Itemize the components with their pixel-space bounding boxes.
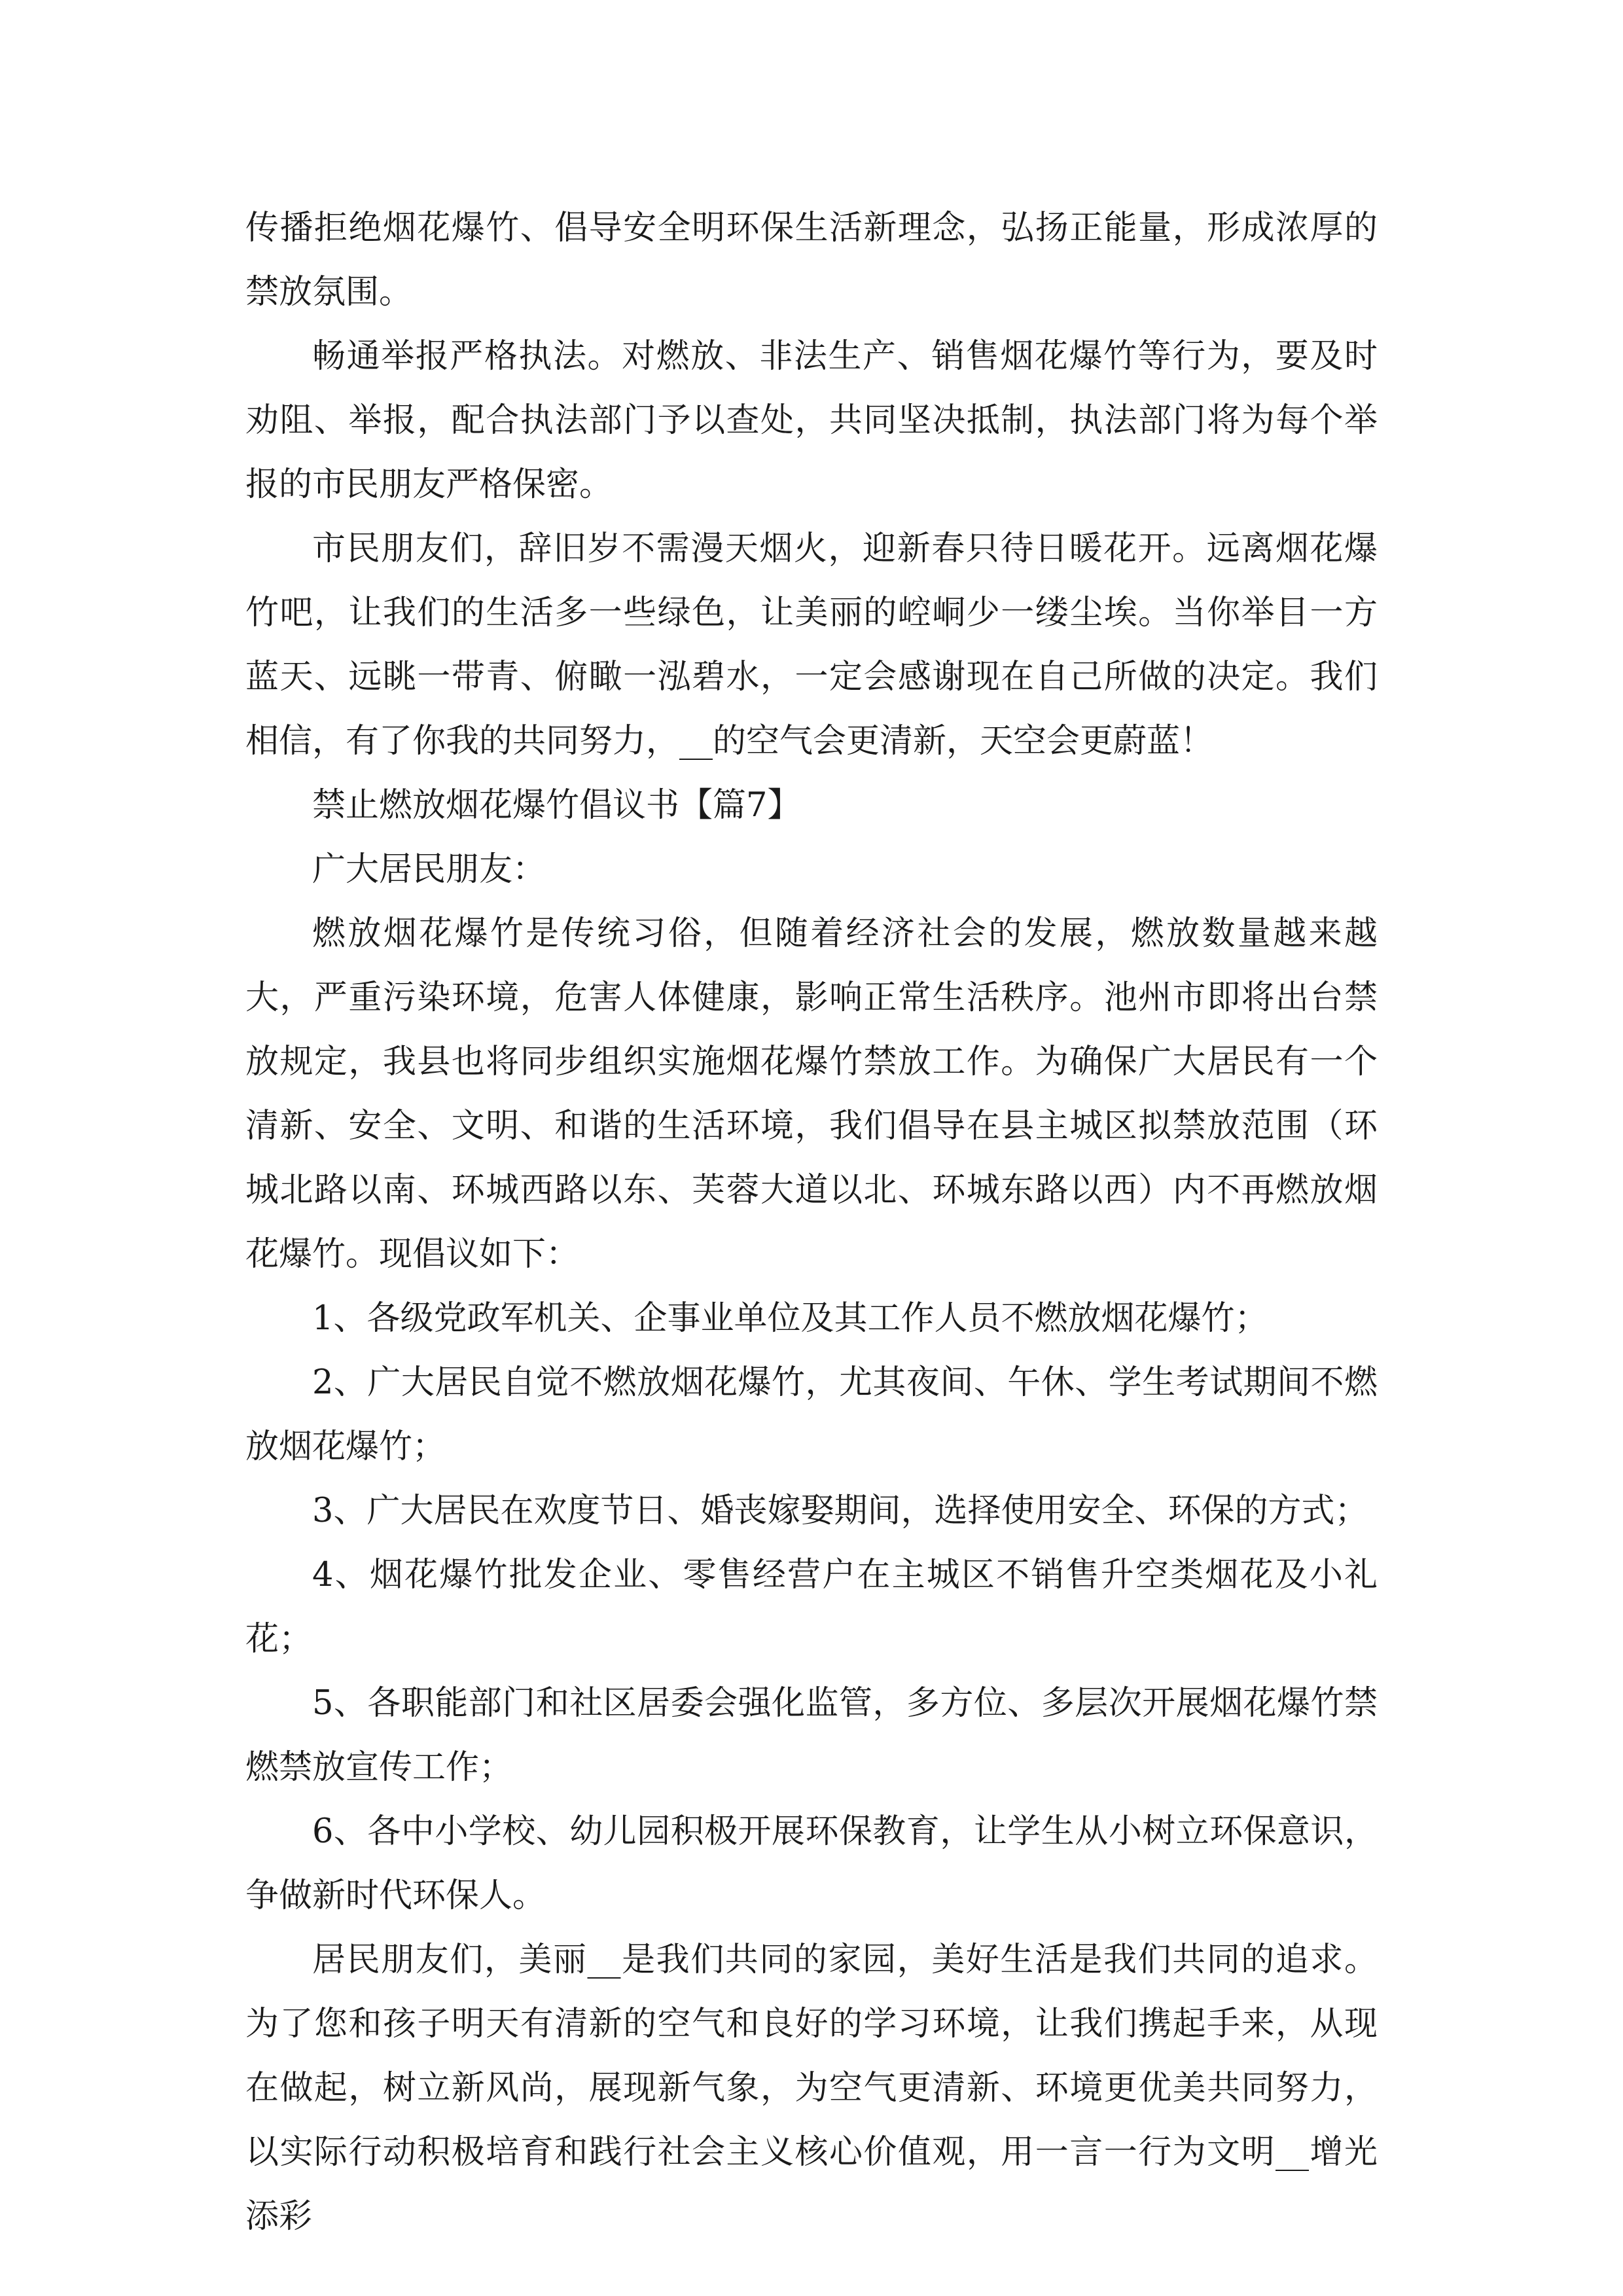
proposal-item-3: 3、广大居民在欢度节日、婚丧嫁娶期间，选择使用安全、环保的方式；	[312, 1492, 1368, 1530]
proposal-item-4: 4、烟花爆竹批发企业、零售经营户在主城区不销售升空类烟花及小礼花；	[245, 1556, 1378, 1659]
paragraph-1: 传播拒绝烟花爆竹、倡导安全明环保生活新理念，弘扬正能量，形成浓厚的禁放氛围。	[245, 209, 1378, 312]
paragraph-intro: 燃放烟花爆竹是传统习俗，但随着经济社会的发展，燃放数量越来越大，严重污染环境，危害人体健康，影响正常生活秩序。池州市即将出台禁放规定，我县也将同步组织实施烟花爆竹禁放工作。为确保广大居民有一个清新、安全、文明、和谐的生活环境，我们倡导在县主城区拟禁放范围（环城北路以南、环城西路以东、芙蓉大道以北、环城东路以西）内不再燃放烟花爆竹。现倡议如下：	[245, 914, 1378, 1274]
salutation: 广大居民朋友：	[312, 850, 546, 889]
closing-paragraph: 居民朋友们，美丽__是我们共同的家园，美好生活是我们共同的追求。为了您和孩子明天有清新的空气和良好的学习环境，让我们携起手来，从现在做起，树立新风尚，展现新气象，为空气更清新、环境更优美共同努力，以实际行动积极培育和践行社会主义核心价值观，用一言一行为文明__增光添彩	[245, 1941, 1378, 2236]
paragraph-2: 畅通举报严格执法。对燃放、非法生产、销售烟花爆竹等行为，要及时劝阻、举报，配合执法部门予以查处，共同坚决抵制，执法部门将为每个举报的市民朋友严格保密。	[245, 337, 1378, 504]
proposal-item-6: 6、各中小学校、幼儿园积极开展环保教育，让学生从小树立环保意识，争做新时代环保人。	[245, 1812, 1378, 1915]
section-title: 禁止燃放烟花爆竹倡议书【篇7】	[312, 786, 801, 825]
proposal-item-1: 1、各级党政军机关、企事业单位及其工作人员不燃放烟花爆竹；	[312, 1299, 1268, 1338]
document-body	[245, 196, 1378, 2249]
proposal-item-2: 2、广大居民自觉不燃放烟花爆竹，尤其夜间、午休、学生考试期间不燃放烟花爆竹；	[245, 1363, 1378, 1466]
paragraph-3: 市民朋友们，辞旧岁不需漫天烟火，迎新春只待日暖花开。远离烟花爆竹吧，让我们的生活多一些绿色，让美丽的崆峒少一缕尘埃。当你举目一方蓝天、远眺一带青、俯瞰一泓碧水，一定会感谢现在自己所做的决定。我们相信，有了你我的共同努力，__的空气会更清新，天空会更蔚蓝！	[245, 529, 1378, 761]
proposal-item-5: 5、各职能部门和社区居委会强化监管，多方位、多层次开展烟花爆竹禁燃禁放宣传工作；	[245, 1684, 1378, 1787]
